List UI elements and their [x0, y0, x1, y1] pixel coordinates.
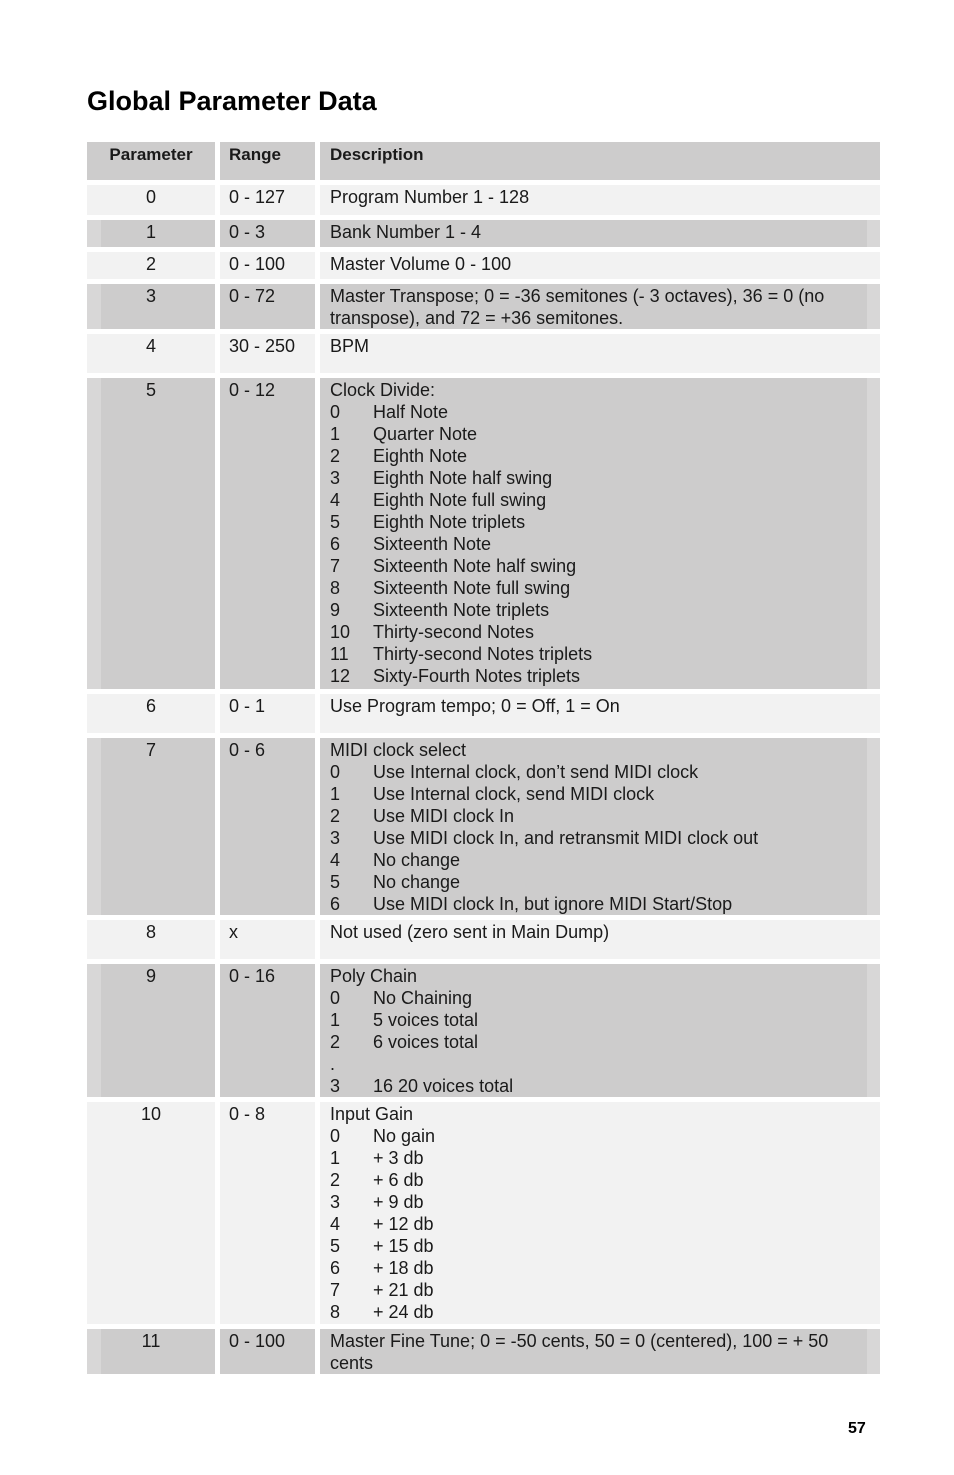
parameter-table [87, 142, 880, 1379]
option-item [330, 1009, 859, 1031]
option-item [330, 577, 859, 599]
table-row [87, 694, 880, 733]
description-cell [320, 694, 880, 733]
option-item [330, 1169, 872, 1191]
option-label: Sixteenth Note full swing [373, 578, 571, 598]
option-item [330, 783, 859, 805]
option-label: Eighth Note [373, 446, 468, 466]
range-cell: 0 - 100 [220, 252, 315, 279]
range-cell: 0 - 127 [220, 185, 315, 215]
description-text: BPM [330, 336, 370, 356]
option-value: 5 [330, 512, 341, 532]
option-label: Eighth Note triplets [373, 512, 526, 532]
option-label: Use Internal clock, don’t send MIDI clock [373, 762, 699, 782]
range-cell: 0 - 100 [220, 1329, 315, 1374]
option-item [330, 1147, 872, 1169]
option-item [330, 665, 859, 687]
option-label: Quarter Note [373, 424, 478, 444]
page-number: 57 [848, 1420, 866, 1437]
range-cell: 0 - 6 [220, 738, 315, 915]
option-value: 7 [330, 556, 341, 576]
page-title: Global Parameter Data [87, 86, 377, 116]
table-row [87, 185, 880, 215]
table-row [87, 964, 880, 1097]
option-item [330, 599, 859, 621]
option-value: 0 [330, 988, 341, 1008]
range-cell: 30 - 250 [220, 334, 315, 373]
description-cell [320, 920, 880, 959]
option-value: 1 [330, 424, 341, 444]
range-cell: 0 - 8 [220, 1102, 315, 1324]
option-label: + 12 db [373, 1214, 434, 1234]
description-text: Not used (zero sent in Main Dump) [330, 922, 610, 942]
option-value: 3 [330, 1076, 341, 1096]
description-cell [320, 1329, 880, 1374]
range-cell: 0 - 1 [220, 694, 315, 733]
parameter-cell: 1 [87, 220, 215, 247]
description-text: MIDI clock select [330, 740, 467, 760]
option-value: 2 [330, 1170, 341, 1190]
option-label: 5 voices total [373, 1010, 479, 1030]
range-cell: 0 - 72 [220, 284, 315, 329]
option-item [330, 827, 859, 849]
description-text: Use Program tempo; 0 = Off, 1 = On [330, 696, 620, 716]
option-value: 10 [330, 622, 351, 642]
option-item [330, 511, 859, 533]
option-item [330, 871, 859, 893]
range-cell: 0 - 12 [220, 378, 315, 689]
description-cell [320, 252, 880, 279]
header-range: Range [220, 142, 315, 180]
parameter-cell: 8 [87, 920, 215, 959]
parameter-cell: 2 [87, 252, 215, 279]
option-value: 2 [330, 1032, 341, 1052]
option-value: 11 [330, 644, 349, 664]
option-label: No change [373, 850, 461, 870]
option-item [330, 987, 859, 1009]
option-value: 0 [330, 402, 341, 422]
option-value: 1 [330, 1148, 341, 1168]
option-value: 8 [330, 578, 341, 598]
option-value: 4 [330, 1214, 341, 1234]
description-text: Master Transpose; 0 = -36 semitones (- 3 octaves), 36 = 0 (no transpose), and 72 = +36 semitones. [330, 286, 825, 328]
range-cell: 0 - 3 [220, 220, 315, 247]
option-item [330, 621, 859, 643]
option-value: 12 [330, 666, 351, 686]
range-cell: x [220, 920, 315, 959]
description-text: Bank Number 1 - 4 [330, 222, 482, 242]
option-value: 6 [330, 1258, 341, 1278]
description-text: Master Fine Tune; 0 = -50 cents, 50 = 0 (centered), 100 = + 50 cents [330, 1331, 829, 1373]
description-text: Input Gain [330, 1104, 414, 1124]
option-label: + 15 db [373, 1236, 434, 1256]
option-value: 0 [330, 1126, 341, 1146]
option-value: 8 [330, 1302, 341, 1322]
option-value: 7 [330, 1280, 341, 1300]
parameter-cell: 11 [87, 1329, 215, 1374]
option-value: 6 [330, 894, 341, 914]
option-value: 5 [330, 872, 341, 892]
option-label: 16 20 voices total [373, 1076, 514, 1096]
option-item [330, 401, 859, 423]
option-label: Use MIDI clock In [373, 806, 515, 826]
option-item [330, 761, 859, 783]
parameter-cell: 6 [87, 694, 215, 733]
option-label: Thirty-second Notes triplets [373, 644, 593, 664]
option-label: No gain [373, 1126, 436, 1146]
option-item [330, 445, 859, 467]
description-cell [320, 284, 880, 329]
table-row [87, 378, 880, 689]
option-item [330, 533, 859, 555]
option-label: + 18 db [373, 1258, 434, 1278]
description-cell [320, 334, 880, 373]
option-value: 3 [330, 1192, 341, 1212]
header-description: Description [320, 142, 880, 180]
option-item [330, 1031, 859, 1053]
option-item [330, 489, 859, 511]
table-row [87, 920, 880, 959]
option-item [330, 1279, 872, 1301]
option-item [330, 423, 859, 445]
parameter-cell: 4 [87, 334, 215, 373]
parameter-cell: 7 [87, 738, 215, 915]
option-label: No change [373, 872, 461, 892]
option-item [330, 1191, 872, 1213]
option-label: + 24 db [373, 1302, 434, 1322]
option-value: 3 [330, 468, 341, 488]
option-item [330, 805, 859, 827]
table-row [87, 284, 880, 329]
parameter-cell: 10 [87, 1102, 215, 1324]
option-value: 9 [330, 600, 341, 620]
option-value: 6 [330, 534, 341, 554]
parameter-cell: 9 [87, 964, 215, 1097]
option-label: + 21 db [373, 1280, 434, 1300]
option-value: 1 [330, 1010, 341, 1030]
parameter-cell: 0 [87, 185, 215, 215]
range-cell: 0 - 16 [220, 964, 315, 1097]
option-value: 1 [330, 784, 341, 804]
parameter-cell: 5 [87, 378, 215, 689]
table-header-row [87, 142, 880, 180]
table-row [87, 1329, 880, 1374]
option-value: 2 [330, 446, 341, 466]
option-value: 3 [330, 828, 341, 848]
option-item [330, 1301, 872, 1323]
option-item [330, 1257, 872, 1279]
option-label: + 3 db [373, 1148, 424, 1168]
table-row [87, 738, 880, 915]
description-cell [320, 378, 880, 689]
option-label: + 6 db [373, 1170, 424, 1190]
option-value: 0 [330, 762, 341, 782]
option-label: + 9 db [373, 1192, 424, 1212]
description-cell [320, 1102, 880, 1324]
option-label: Thirty-second Notes [373, 622, 535, 642]
option-label: Eighth Note half swing [373, 468, 553, 488]
option-label: Use MIDI clock In, and retransmit MIDI clock out [373, 828, 759, 848]
description-cell [320, 220, 880, 247]
option-label: Use MIDI clock In, but ignore MIDI Start/Stop [373, 894, 733, 914]
option-value: 4 [330, 490, 341, 510]
option-item [330, 1125, 872, 1147]
parameter-cell: 3 [87, 284, 215, 329]
option-label: Half Note [373, 402, 449, 422]
option-item [330, 893, 859, 915]
option-label: Eighth Note full swing [373, 490, 547, 510]
option-value: . [330, 1054, 336, 1074]
option-item [330, 467, 859, 489]
table-row [87, 220, 880, 247]
option-item [330, 1075, 859, 1097]
description-text: Program Number 1 - 128 [330, 187, 530, 207]
option-item [330, 1053, 859, 1075]
table-row [87, 1102, 880, 1324]
option-value: 5 [330, 1236, 341, 1256]
option-item [330, 643, 859, 665]
option-value: 2 [330, 806, 341, 826]
option-item [330, 849, 859, 871]
option-label: Sixteenth Note [373, 534, 492, 554]
table-row [87, 252, 880, 279]
table-row [87, 334, 880, 373]
option-item [330, 555, 859, 577]
description-text: Master Volume 0 - 100 [330, 254, 512, 274]
description-cell [320, 738, 880, 915]
option-label: Sixty-Fourth Notes triplets [373, 666, 581, 686]
header-parameter: Parameter [87, 142, 215, 180]
description-cell [320, 185, 880, 215]
option-item [330, 1213, 872, 1235]
option-label: Use Internal clock, send MIDI clock [373, 784, 655, 804]
description-text: Poly Chain [330, 966, 418, 986]
option-label: No Chaining [373, 988, 473, 1008]
description-text: Clock Divide: [330, 380, 436, 400]
option-label: 6 voices total [373, 1032, 479, 1052]
option-item [330, 1235, 872, 1257]
option-label: Sixteenth Note half swing [373, 556, 577, 576]
description-cell [320, 964, 880, 1097]
option-value: 4 [330, 850, 341, 870]
option-label: Sixteenth Note triplets [373, 600, 550, 620]
